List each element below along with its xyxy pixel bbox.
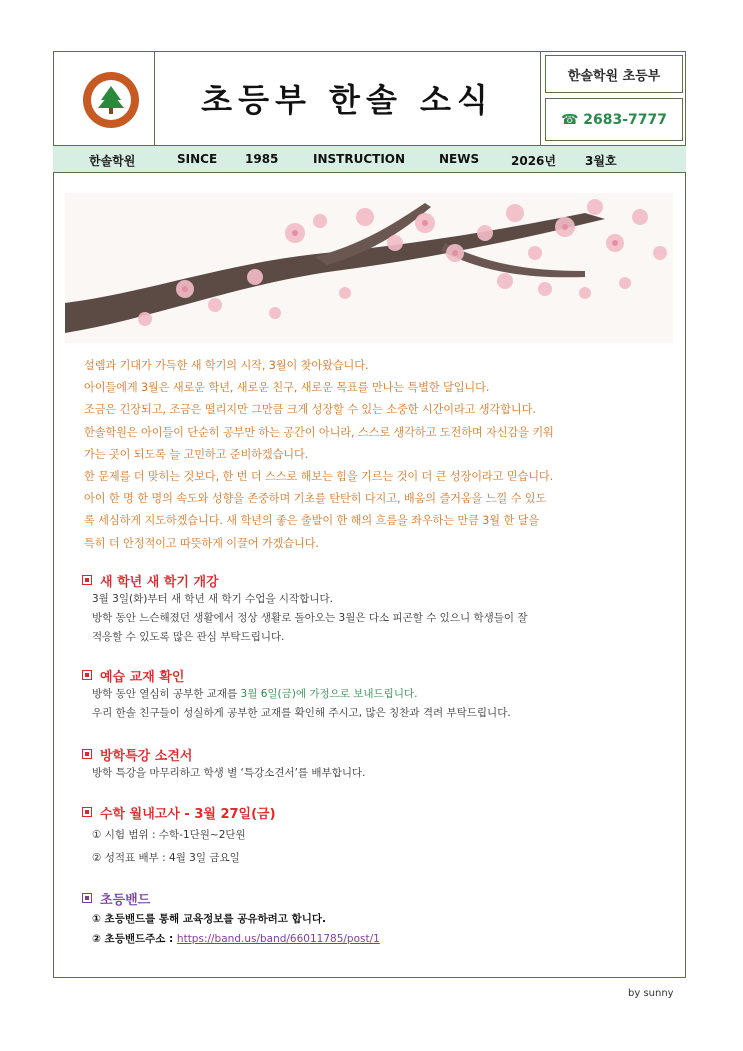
section-title: 예습 교재 확인 — [100, 669, 185, 685]
band-item: 3월호 — [585, 154, 617, 168]
academy-name: 한솔학원 초등부 — [545, 55, 683, 93]
band-item: 2026년 — [511, 154, 556, 168]
band-item: NEWS — [439, 152, 480, 166]
highlight-date: 3월 6일(금)에 가정으로 보내드립니다. — [240, 688, 418, 700]
intro-line: 설렘과 기대가 가득한 새 학기의 시작, 3월이 찾아왔습니다. — [84, 359, 369, 372]
section-line: 우리 한솔 친구들이 성실하게 공부한 교재를 확인해 주시고, 많은 칭찬과 격려 부탁드립니다. — [92, 707, 511, 719]
section-textbook — [82, 665, 682, 723]
section-line: 3월 3일(화)부터 새 학년 새 학기 수업을 시작합니다. — [92, 593, 333, 605]
bullet-square-icon — [82, 670, 92, 680]
section-line: ② 초등밴드주소 : https://band.us/band/66011785/post/1 — [92, 933, 380, 945]
newsletter-title: 초등부 한솔 소식 — [201, 81, 494, 119]
intro-line: 아이들에게 3월은 새로운 학년, 새로운 친구, 새로운 목표를 만나는 특별한 달입니다. — [84, 381, 490, 395]
intro-line: 특히 더 안정적이고 따뜻하게 이끌어 가겠습니다. — [84, 536, 319, 550]
bullet-square-icon — [82, 807, 92, 817]
hansol-academy-logo — [83, 72, 139, 128]
intro-line: 한솔학원은 아이들이 단순히 공부만 하는 공간이 아니라, 스스로 생각하고 도전하며 자신감을 키워 — [84, 425, 554, 439]
intro-line: 한 문제를 더 맞히는 것보다, 한 번 더 스스로 해보는 힘을 기르는 것이 더 큰 성장이라고 믿습니다. — [84, 470, 554, 484]
intro-line: 조금은 긴장되고, 조금은 떨리지만 그만큼 크게 성장할 수 있는 소중한 시간이라고 생각합니다. — [84, 403, 536, 417]
section-line: ① 초등밴드를 통해 교육정보를 공유하려고 합니다. — [92, 913, 327, 925]
section-new-semester — [82, 570, 682, 647]
cherry-blossom-illustration — [65, 193, 673, 343]
title-cell — [155, 51, 540, 145]
section-title: 초등밴드 — [100, 892, 151, 908]
intro-message — [84, 355, 674, 555]
intro-line: 아이 한 명 한 명의 속도와 성향을 존중하며 기초를 탄탄히 다지고, 배움의 즐거움을 느낄 수 있도 — [84, 492, 547, 506]
info-band — [53, 145, 686, 173]
bullet-square-icon — [82, 893, 92, 903]
section-title: 수학 월내고사 - 3월 27일(금) — [100, 806, 276, 822]
phone-number: ☎ 2683-7777 — [545, 98, 683, 141]
section-line: 적응할 수 있도록 많은 관심 부탁드립니다. — [92, 631, 285, 643]
section-math-test — [82, 802, 682, 868]
bullet-square-icon — [82, 749, 92, 759]
section-line: 방학 동안 느슨해졌던 생활에서 정상 생활로 돌아오는 3월은 다소 피곤할 수 있으니 학생들이 잘 — [92, 612, 528, 624]
bullet-square-icon — [82, 575, 92, 585]
section-line: ② 성적표 배부 : 4월 3일 금요일 — [92, 852, 240, 864]
section-elementary-band — [82, 888, 682, 949]
header-info — [540, 51, 686, 145]
signature: by sunny — [628, 988, 674, 999]
intro-line: 가는 곳이 되도록 늘 고민하고 준비하겠습니다. — [84, 447, 309, 461]
intro-line: 록 세심하게 지도하겠습니다. 새 학년의 좋은 출발이 한 해의 흐름을 좌우하는 만큼 3월 한 달을 — [84, 514, 540, 528]
section-line: ① 시험 범위 : 수학-1단원~2단원 — [92, 829, 246, 841]
section-line: 방학 특강을 마무리하고 학생 별 ‘특강소견서’를 배부합니다. — [92, 767, 366, 779]
band-item: 1985 — [245, 152, 279, 166]
band-item: INSTRUCTION — [313, 152, 406, 166]
band-item: SINCE — [177, 152, 218, 166]
section-special-report — [82, 744, 682, 783]
band-item: 한솔학원 — [89, 154, 136, 168]
section-title: 방학특강 소견서 — [100, 748, 193, 764]
section-title: 새 학년 새 학기 개강 — [100, 574, 219, 590]
band-link[interactable]: https://band.us/band/66011785/post/1 — [176, 933, 380, 945]
section-line: 방학 동안 열심히 공부한 교재를 3월 6일(금)에 가정으로 보내드립니다. — [92, 688, 418, 700]
logo-cell — [53, 51, 155, 145]
